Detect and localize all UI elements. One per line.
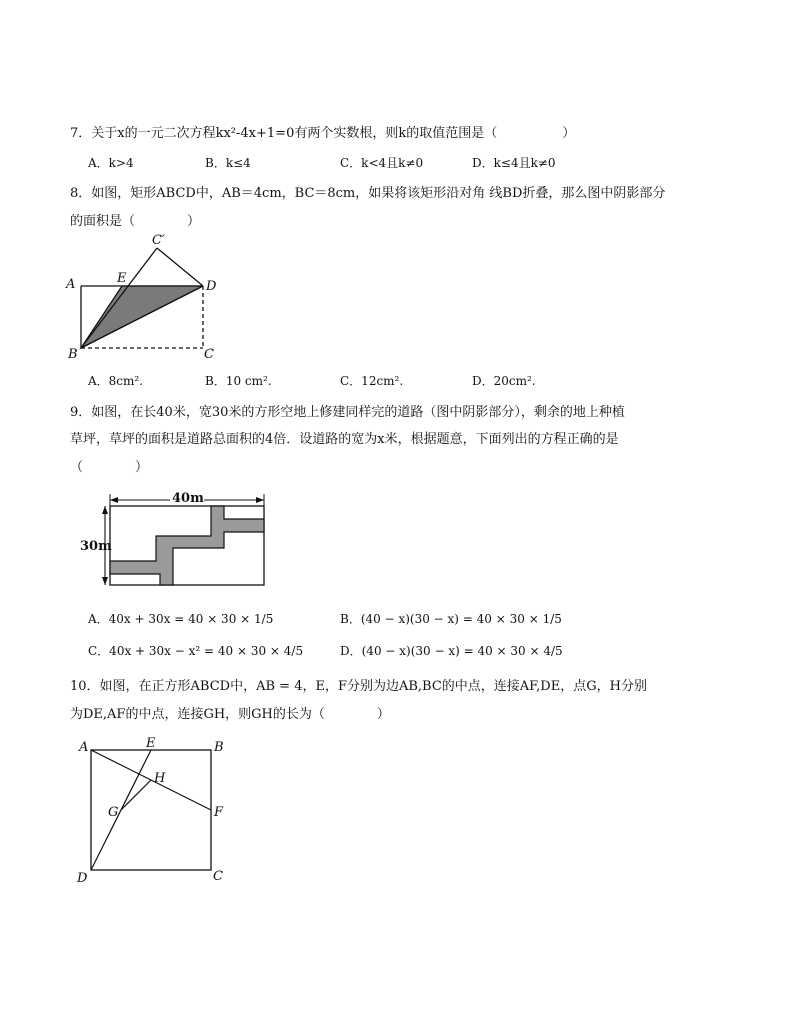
q10-label-A: A xyxy=(79,740,89,755)
q8-label-B: B xyxy=(68,347,78,362)
q10-stem-line2: 为DE,AF的中点，连接GH，则GH的长为（ ） xyxy=(70,707,390,722)
q10-stem-line1: 10．如图，在正方形ABCD中，AB = 4，E，F分别为边AB,BC的中点，连接AF,DE，点G，H分别 xyxy=(70,679,647,694)
q9-option-a: A．40x + 30x = 40 × 30 × 1/5 xyxy=(88,612,274,626)
q8-figure xyxy=(62,230,232,365)
q10-label-B: B xyxy=(214,740,224,755)
q8-option-a: A．8cm². xyxy=(88,374,144,388)
q8-stem-line2: 的面积是（ ） xyxy=(70,214,201,229)
q8-option-b: B．10 cm². xyxy=(205,374,272,388)
q10-segment-GH xyxy=(121,780,151,810)
q9-option-d: D．(40 − x)(30 − x) = 40 × 30 × 4/5 xyxy=(340,644,563,658)
q10-label-D: D xyxy=(77,871,88,886)
q8-option-d: D．20cm². xyxy=(472,374,536,388)
q10-label-G: G xyxy=(108,805,119,820)
q7-option-a: A．k>4 xyxy=(88,156,134,170)
q7-option-d: D．k≤4且k≠0 xyxy=(472,156,556,170)
q8-label-C2: C′ xyxy=(152,233,165,248)
q9-stem-line3: （ ） xyxy=(70,460,149,475)
q9-option-c: C．40x + 30x − x² = 40 × 30 × 4/5 xyxy=(88,644,304,658)
q8-label-C: C xyxy=(204,347,214,362)
q9-option-b: B．(40 − x)(30 − x) = 40 × 30 × 1/5 xyxy=(340,612,562,626)
q10-label-F: F xyxy=(214,805,224,820)
q8-stem-line1: 8．如图，矩形ABCD中，AB＝4cm，BC＝8cm，如果将该矩形沿对角 线BD折叠，那么图中阴影部分 xyxy=(70,186,666,201)
q10-figure xyxy=(70,732,240,892)
q9-stem-line2: 草坪，草坪的面积是道路总面积的4倍．设道路的宽为x米，根据题意，下面列出的方程正确的是 xyxy=(70,432,619,447)
q8-label-A: A xyxy=(66,277,76,292)
q7-stem: 7．关于x的一元二次方程kx²-4x+1=0有两个实数根，则k的取值范围是（ ） xyxy=(70,126,576,141)
q8-edge-C2D xyxy=(157,248,203,286)
q9-stem-line1: 9．如图，在长40米，宽30米的方形空地上修建同样完的道路（图中阴影部分），剩余的地上种植 xyxy=(70,405,625,420)
q8-option-c: C．12cm². xyxy=(340,374,404,388)
q7-option-b: B．k≤4 xyxy=(205,156,251,170)
q9-height-label: 30m xyxy=(80,539,112,554)
q8-label-D: D xyxy=(206,279,217,294)
q10-label-E: E xyxy=(146,736,156,751)
q10-label-H: H xyxy=(154,771,166,786)
q8-label-E: E xyxy=(117,271,127,286)
q9-width-label: 40m xyxy=(172,491,204,506)
q10-label-C: C xyxy=(213,869,223,884)
q9-figure xyxy=(76,488,276,593)
q7-option-c: C．k<4且k≠0 xyxy=(340,156,424,170)
